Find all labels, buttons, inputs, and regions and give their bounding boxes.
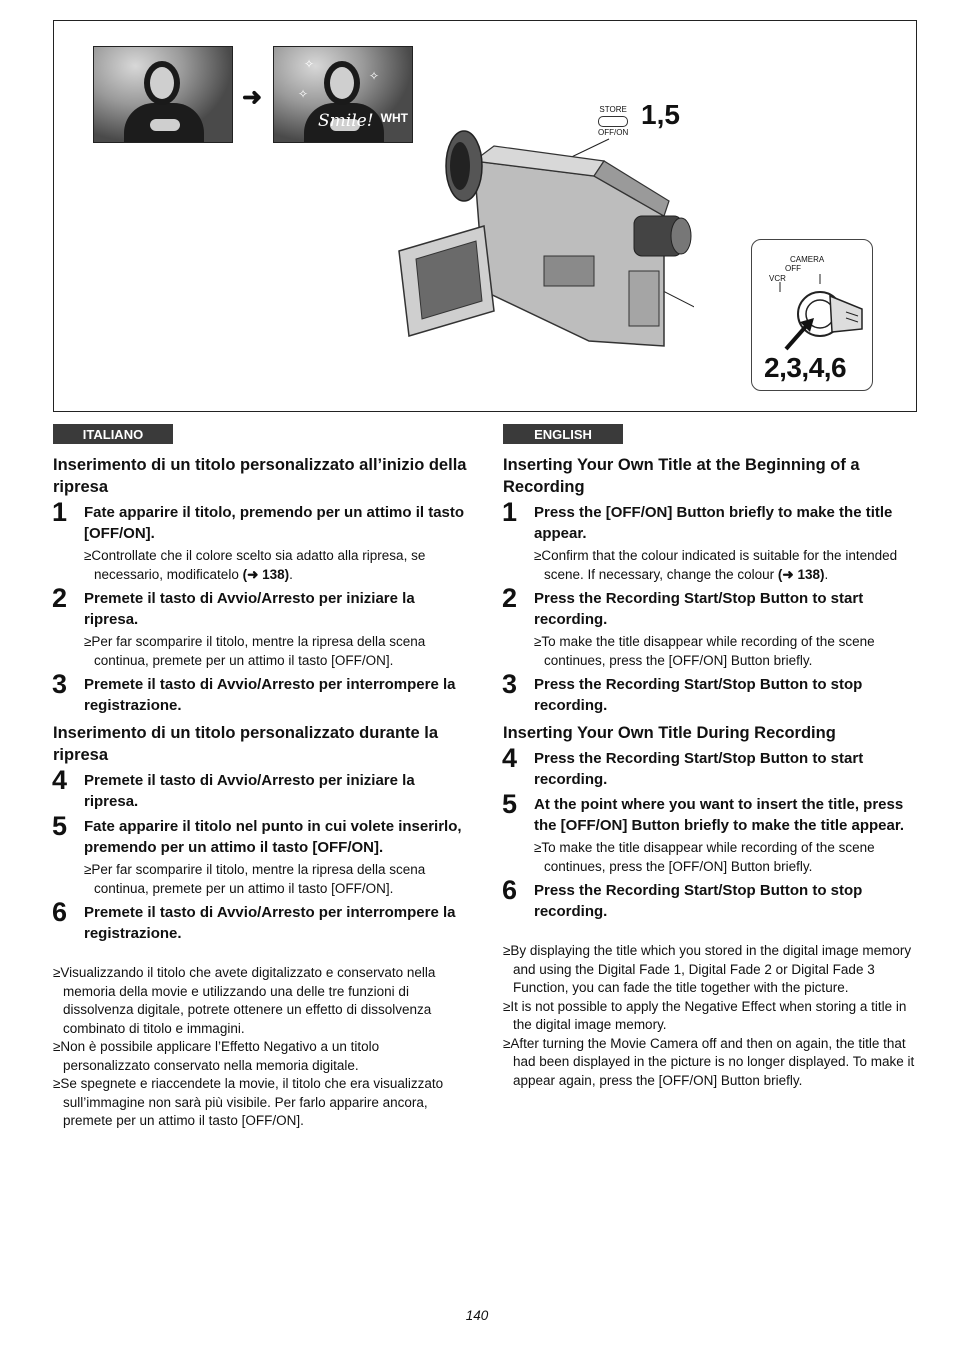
step <box>52 497 468 584</box>
step-note: ≥Per far scomparire il titolo, mentre la ripresa della scena continua, premete per un attimo il tasto [OFF/ON]. <box>84 634 426 668</box>
step-number: 3 <box>52 669 68 699</box>
mode-dial-icon <box>770 274 870 354</box>
note-bullet: ≥After turning the Movie Camera off and then on again, the title that had been displayed in the picture is no longer displayed. To make it appear again, press the [OFF/ON] Button briefly. <box>503 1035 915 1088</box>
step-label-off-on: 1,5 <box>641 99 680 130</box>
section-title: Inserimento di un titolo personalizzato durante la ripresa <box>53 724 439 764</box>
step-text: Press the Recording Start/Stop Button to stop recording. <box>534 882 863 920</box>
step <box>52 765 468 812</box>
step-note: ≥Controllate che il colore scelto sia adatto alla ripresa, se necessario, modificatelo (➜ 138). <box>84 548 426 582</box>
note-bullet: ≥It is not possible to apply the Negative Effect when storing a title in the digital image memory. <box>503 998 907 1032</box>
step-number: 3 <box>502 669 518 699</box>
step-number: 2 <box>502 583 518 613</box>
step-text: Premete il tasto di Avvio/Arresto per iniziare la ripresa. <box>84 590 415 628</box>
camcorder-illustration <box>394 121 694 351</box>
store-label-bottom: OFF/ON <box>598 128 629 137</box>
step-label-dial: 2,3,4,6 <box>764 352 847 383</box>
step-text: Press the [OFF/ON] Button briefly to make the title appear. <box>534 504 893 542</box>
step-note: ≥To make the title disappear while recording of the scene continues, press the [OFF/ON] Button briefly. <box>534 634 875 668</box>
step <box>52 897 468 944</box>
step <box>52 583 468 670</box>
step <box>52 669 468 716</box>
step-note: ≥To make the title disappear while recording of the scene continues, press the [OFF/ON] Button briefly. <box>534 840 875 874</box>
dial-off-label: OFF <box>785 264 801 273</box>
note-bullet: ≥Se spegnete e riaccendete la movie, il titolo che era visualizzato sull’immagine non sarà più visibile. Per farlo apparire ancora, premete per un attimo il tasto [OFF/ON]. <box>53 1076 444 1128</box>
note-bullet: ≥By displaying the title which you stored in the digital image memory and using the Digital Fade 1, Digital Fade 2 or Digital Fade 3 Function, you can fade the title together with the picture. <box>503 943 912 995</box>
tab-english: ENGLISH <box>503 424 623 444</box>
step <box>502 743 918 790</box>
photo-with-title: ✧ ✧ ✧ Smile! WHT <box>273 46 413 143</box>
english-column <box>503 454 918 1090</box>
page-number: 140 <box>465 1308 489 1323</box>
step <box>52 811 468 898</box>
step-number: 6 <box>502 875 518 905</box>
step-text: Premete il tasto di Avvio/Arresto per interrompere la registrazione. <box>84 904 456 942</box>
step <box>502 669 918 716</box>
mode-dial-callout <box>751 239 873 391</box>
dial-vcr-label: VCR <box>769 274 786 283</box>
section-title: Inserimento di un titolo personalizzato all’inizio della ripresa <box>53 456 467 496</box>
dial-camera-label: CAMERA <box>790 255 825 264</box>
tab-italiano: ITALIANO <box>53 424 173 444</box>
step-text: Fate apparire il titolo nel punto in cui volete inserirlo, premendo per un attimo il tasto [OFF/ON]. <box>84 818 462 856</box>
step-number: 1 <box>502 497 518 527</box>
arrow-right-icon: ➜ <box>242 84 263 111</box>
step-number: 5 <box>502 789 518 819</box>
step-number: 2 <box>52 583 68 613</box>
illustration-frame <box>53 20 917 412</box>
step-text: Fate apparire il titolo, premendo per un attimo il tasto [OFF/ON]. <box>84 504 465 542</box>
step-number: 1 <box>52 497 68 527</box>
step-text: Press the Recording Start/Stop Button to start recording. <box>534 590 864 628</box>
store-label-top: STORE <box>599 105 627 114</box>
section-title: Inserting Your Own Title at the Beginning of a Recording <box>503 456 860 496</box>
step-number: 5 <box>52 811 68 841</box>
photo-before <box>93 46 233 143</box>
italiano-column <box>53 454 468 1131</box>
step-number: 6 <box>52 897 68 927</box>
notes-list <box>503 942 918 1090</box>
step-number: 4 <box>502 743 518 773</box>
step-number: 4 <box>52 765 68 795</box>
step-text: Premete il tasto di Avvio/Arresto per iniziare la ripresa. <box>84 772 415 810</box>
step-text: Press the Recording Start/Stop Button to stop recording. <box>534 676 863 714</box>
step <box>502 875 918 922</box>
step <box>502 583 918 670</box>
step-text: At the point where you want to insert the title, press the [OFF/ON] Button briefly to make the title appear. <box>534 796 905 834</box>
section-title: Inserting Your Own Title During Recording <box>503 724 836 742</box>
notes-list <box>53 964 468 1131</box>
note-bullet: ≥Non è possibile applicare l’Effetto Negativo a un titolo personalizzato conservato nella memoria digitale. <box>53 1039 380 1073</box>
photo-color-label: WHT <box>380 111 408 125</box>
note-bullet: ≥Visualizzando il titolo che avete digitalizzato e conservato nella memoria della movie e utilizzando una delle tre funzioni di dissolvenza digitale, potrete ottenere un effetto di dissolvenza combinato di titolo e immagini. <box>53 965 436 1036</box>
step-note: ≥Per far scomparire il titolo, mentre la ripresa della scena continua, premete per un attimo il tasto [OFF/ON]. <box>84 862 426 896</box>
step-note: ≥Confirm that the colour indicated is suitable for the intended scene. If necessary, change the colour (➜ 138). <box>534 548 898 582</box>
step-text: Premete il tasto di Avvio/Arresto per interrompere la registrazione. <box>84 676 456 714</box>
step <box>502 497 918 584</box>
photo-title-overlay: Smile! <box>318 111 374 131</box>
step <box>502 789 918 876</box>
step-text: Press the Recording Start/Stop Button to start recording. <box>534 750 864 788</box>
